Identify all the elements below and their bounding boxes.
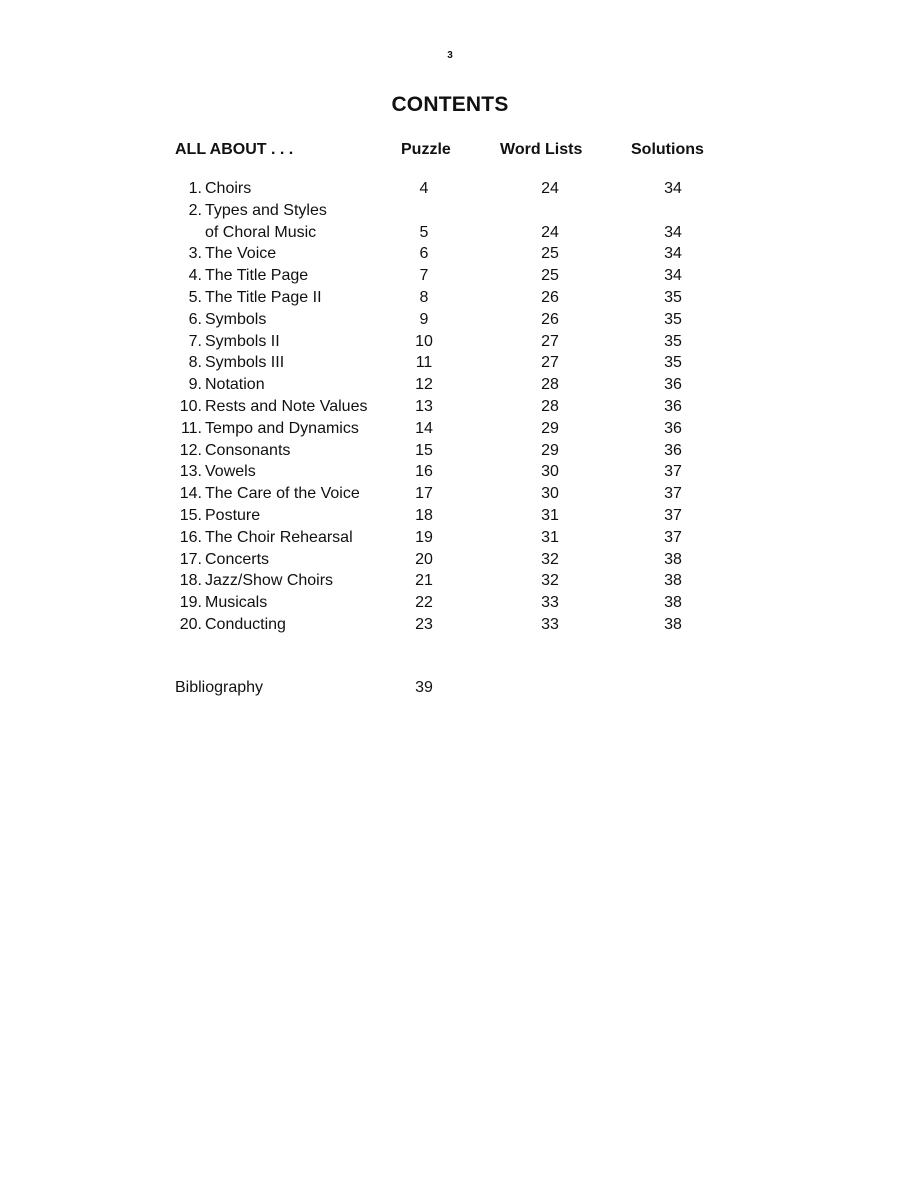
word-list-page: 33 [541,615,559,633]
entry-number: 2. [188,201,202,219]
puzzle-page: 8 [419,288,429,306]
solution-page: 34 [664,180,682,197]
puzzle-page: 17 [415,485,433,503]
entry-number: 4. [188,267,202,285]
entry-number: 16. [179,528,202,546]
word-list-page: 24 [541,180,559,197]
solution-page: 34 [664,245,682,263]
contents-row [0,527,900,549]
header-all-about: ALL ABOUT . . . [175,141,294,158]
solution-page: 38 [664,572,682,590]
word-list-page: 25 [541,245,559,263]
contents-row [0,287,900,309]
entry-title-line: Posture [205,506,261,524]
word-list-page: 29 [541,441,559,459]
entry-number: 6. [188,310,202,328]
entry-number: 11. [180,419,202,437]
contents-row [0,440,900,462]
entry-title [205,178,251,200]
contents-row [0,505,900,527]
contents-row [0,243,900,265]
entry-title [205,440,290,462]
word-list-page: 28 [541,376,559,394]
entry-title [205,396,367,418]
solution-page: 36 [664,397,682,415]
entry-number: 19. [179,594,202,612]
entry-title-line: Vowels [205,463,256,481]
entry-number: 17. [179,550,202,568]
puzzle-page: 19 [415,528,433,546]
contents-row [0,461,900,483]
entry-title [205,200,327,244]
page-title: CONTENTS [391,93,509,116]
entry-title-line: Types and Styles [205,201,327,219]
entry-title [205,309,266,331]
contents-row [0,549,900,571]
entry-number: 20. [179,615,202,633]
entry-title [205,243,276,265]
contents-list [0,178,900,636]
entry-title [205,570,333,592]
entry-title [205,461,256,483]
puzzle-page: 12 [415,376,433,394]
entry-number: 5. [188,288,202,306]
entry-title-line: Jazz/Show Choirs [205,572,334,590]
puzzle-page: 16 [415,463,433,481]
solution-page: 35 [664,288,682,306]
puzzle-page: 7 [419,267,429,285]
word-list-page: 24 [541,223,559,241]
solution-page: 37 [664,528,682,546]
solution-page: 38 [664,594,682,612]
contents-row [0,200,900,244]
entry-title [205,592,267,614]
contents-row [0,265,900,287]
puzzle-page: 13 [415,397,433,415]
entry-title-line: Notation [205,376,265,394]
puzzle-page: 11 [415,354,433,372]
word-list-page: 28 [541,397,559,415]
entry-title [205,331,280,353]
contents-row [0,374,900,396]
contents-row [0,396,900,418]
entry-title-line: Tempo and Dynamics [205,419,359,437]
puzzle-page: 23 [415,615,433,633]
contents-row [0,352,900,374]
solution-page: 34 [664,223,682,241]
entry-title-line: The Voice [205,245,277,263]
word-list-page: 26 [541,310,559,328]
word-list-page: 31 [541,506,559,524]
solution-page: 35 [664,332,682,350]
word-list-page: 32 [541,550,559,568]
entry-title-line: The Care of the Voice [205,485,360,503]
bibliography-page: 39 [415,679,433,696]
entry-title [205,374,265,396]
entry-title-line: Consonants [205,441,291,459]
entry-title-line: The Title Page II [205,288,322,306]
bibliography-label: Bibliography [175,679,264,696]
word-list-page: 27 [541,332,559,350]
puzzle-page: 6 [419,245,429,263]
puzzle-page: 9 [419,310,429,328]
entry-number: 13. [179,463,202,481]
contents-header-row [0,141,900,161]
solution-page: 34 [664,267,682,285]
entry-number: 10. [179,397,202,415]
entry-number: 9. [188,376,202,394]
word-list-page: 26 [541,288,559,306]
contents-row [0,592,900,614]
entry-title-line: Musicals [205,594,268,612]
entry-title-line: of Choral Music [205,223,317,241]
entry-title-line: Symbols II [205,332,280,350]
contents-row [0,178,900,200]
entry-title [205,265,308,287]
solution-page: 36 [664,419,682,437]
entry-title [205,287,322,309]
contents-row [0,331,900,353]
puzzle-page: 10 [415,332,433,350]
puzzle-page: 18 [415,506,433,524]
entry-title [205,527,353,549]
bibliography-row [0,677,900,699]
entry-title-line: Rests and Note Values [205,397,368,415]
entry-title [205,418,359,440]
word-list-page: 31 [541,528,559,546]
solution-page: 37 [664,463,682,481]
entry-title [205,352,284,374]
contents-row [0,483,900,505]
word-list-page: 32 [541,572,559,590]
puzzle-page: 20 [415,550,433,568]
entry-title [205,549,269,571]
word-list-page: 33 [541,594,559,612]
entry-number: 8. [188,354,202,372]
entry-title [205,483,360,505]
solution-page: 38 [664,615,682,633]
solution-page: 35 [664,310,682,328]
contents-row [0,614,900,636]
entry-title-line: The Choir Rehearsal [205,528,353,546]
word-list-page: 30 [541,463,559,481]
solution-page: 38 [664,550,682,568]
page-number: 3 [447,50,453,61]
contents-row [0,570,900,592]
solution-page: 36 [664,376,682,394]
entry-title [205,614,286,636]
puzzle-page: 5 [419,223,429,241]
entry-title-line: The Title Page [205,267,309,285]
puzzle-page: 4 [419,180,429,197]
solution-page: 37 [664,485,682,503]
entry-number: 1. [188,180,202,197]
entry-number: 12. [179,441,202,459]
header-puzzle: Puzzle [401,141,451,158]
entry-title-line: Symbols [205,310,267,328]
entry-title-line: Symbols III [205,354,285,372]
puzzle-page: 15 [415,441,433,459]
header-solutions: Solutions [631,141,704,158]
entry-number: 18. [179,572,202,590]
entry-title-line: Concerts [205,550,270,568]
puzzle-page: 14 [415,419,433,437]
word-list-page: 25 [541,267,559,285]
entry-number: 3. [188,245,202,263]
entry-number: 7. [188,332,202,350]
word-list-page: 30 [541,485,559,503]
header-word-lists: Word Lists [500,141,583,158]
entry-title-line: Conducting [205,615,286,633]
word-list-page: 29 [541,419,559,437]
entry-number: 15. [179,506,202,524]
contents-row [0,309,900,331]
entry-title [205,505,260,527]
solution-page: 35 [664,354,682,372]
word-list-page: 27 [541,354,559,372]
puzzle-page: 21 [415,572,433,590]
entry-number: 14. [179,485,202,503]
solution-page: 37 [664,506,682,524]
puzzle-page: 22 [415,594,433,612]
contents-row [0,418,900,440]
solution-page: 36 [664,441,682,459]
entry-title-line: Choirs [205,180,252,197]
